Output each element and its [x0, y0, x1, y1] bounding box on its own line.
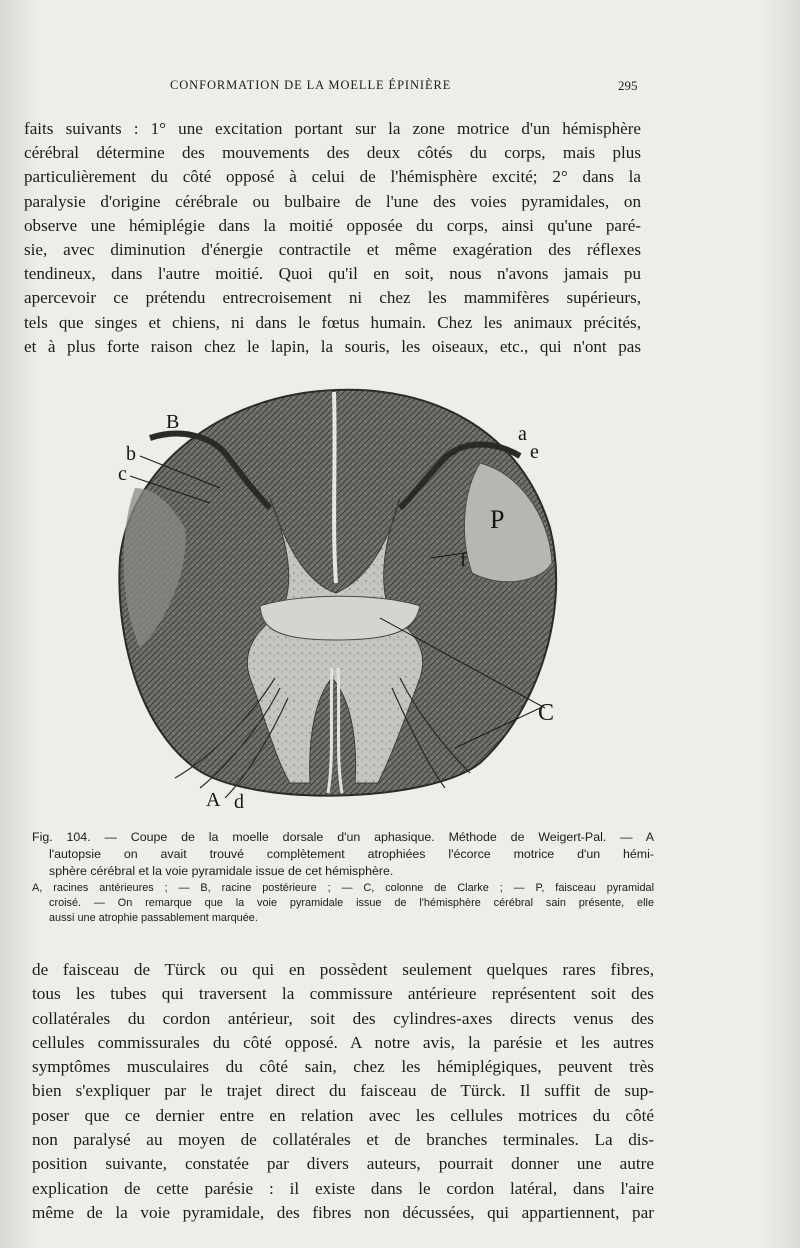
body-paragraph-bottom	[32, 958, 654, 1225]
text-line: et à plus forte raison chez le lapin, la souris, les oiseaux, etc., qui n'ont pas	[24, 336, 641, 356]
text-line: particulièrement du côté opposé à celui de l'hémisphère excité; 2° dans la	[24, 167, 641, 187]
legend-line: A, racines antérieures ; — B, racine postérieure ; — C, colonne de Clarke ; — P, faisceau pyramidal	[32, 882, 654, 894]
figure-legend	[32, 881, 654, 926]
label-A: A	[206, 789, 221, 811]
figure-caption	[32, 829, 654, 880]
text-line: de faisceau de Türck ou qui en possèdent seulement quelques rares fibres,	[32, 960, 654, 979]
legend-line: croisé. — On remarque que la voie pyramidale issue de l'hémisphère cérébral sain présente, elle	[49, 897, 654, 909]
text-line: cellules commissurales du côté opposé. A notre avis, la parésie et les autres	[32, 1032, 654, 1052]
text-line: symptômes musculaires du côté sain, chez les hémiplégiques, peuvent très	[32, 1057, 654, 1077]
label-b: b	[126, 443, 136, 465]
pyramidal-tract-patch	[464, 463, 552, 582]
text-line: paralysie d'origine cérébrale ou bulbaire de l'une des voies pyramidales, on	[24, 191, 641, 211]
caption-line: sphère cérébral et la voie pyramidale issue de cet hémisphère.	[49, 864, 394, 878]
text-line: poser que ce dernier entre en relation avec les cellules motrices du côté	[32, 1105, 654, 1125]
body-paragraph-top	[24, 117, 641, 359]
label-a: a	[518, 423, 527, 445]
label-B: B	[166, 411, 180, 433]
text-line: bien s'expliquer par le trajet direct du faisceau de Türck. Il suffit de sup-	[32, 1081, 654, 1101]
text-line: faits suivants : 1° une excitation portant sur la zone motrice d'un hémisphère	[24, 119, 641, 138]
text-line: sie, avec diminution d'énergie contractile et même exagération des réflexes	[24, 239, 641, 259]
label-c: c	[118, 463, 127, 485]
text-line: apercevoir ce prétendu entrecroisement ni chez les mammifères supérieurs,	[24, 288, 641, 308]
posterior-septum	[334, 392, 336, 583]
label-C: C	[538, 700, 555, 726]
text-line: tous les tubes qui traversent la commissure antérieure représentent soit des	[32, 984, 654, 1004]
label-f: f	[460, 549, 467, 571]
text-line: explication de cette parésie : il existe dans le cordon latéral, dans l'aire	[32, 1178, 654, 1198]
running-header	[0, 78, 800, 98]
text-line: collatérales du cordon antérieur, soit des cylindres-axes directs venus des	[32, 1008, 654, 1028]
legend-line: aussi une atrophie passablement marquée.	[49, 912, 258, 924]
text-line: non paralysé au moyen de collatérales et de branches terminales. La dis-	[32, 1130, 654, 1150]
commissure	[260, 596, 420, 640]
caption-line: Fig. 104. — Coupe de la moelle dorsale d'un aphasique. Méthode de Weigert-Pal. — A	[32, 830, 654, 844]
text-line: position suivante, constatée par divers auteurs, pourrait donner une autre	[32, 1154, 654, 1174]
text-line: tendineux, dans l'autre moitié. Quoi qu'il en soit, nous n'avons jamais pu	[24, 264, 641, 284]
running-title: CONFORMATION DE LA MOELLE ÉPINIÈRE	[170, 78, 452, 92]
label-P: P	[490, 505, 505, 534]
spinal-cord-figure	[100, 378, 570, 818]
text-line: même de la voie pyramidale, des fibres non décussées, qui appartiennent, par	[32, 1202, 654, 1222]
text-line: observe une hémiplégie dans la moitié opposée du corps, ainsi qu'une paré-	[24, 215, 641, 235]
label-e: e	[530, 441, 539, 463]
label-d: d	[234, 791, 244, 813]
text-line: cérébral détermine des mouvements des deux côtés du corps, mais plus	[24, 143, 641, 163]
page-number: 295	[618, 78, 638, 93]
text-line: tels que singes et chiens, ni dans le fœtus humain. Chez les animaux précités,	[24, 312, 641, 332]
spinal-cord-section-illustration	[100, 378, 570, 818]
caption-line: l'autopsie on avait trouvé complètement atrophiées l'écorce motrice d'un hémi-	[49, 847, 654, 861]
